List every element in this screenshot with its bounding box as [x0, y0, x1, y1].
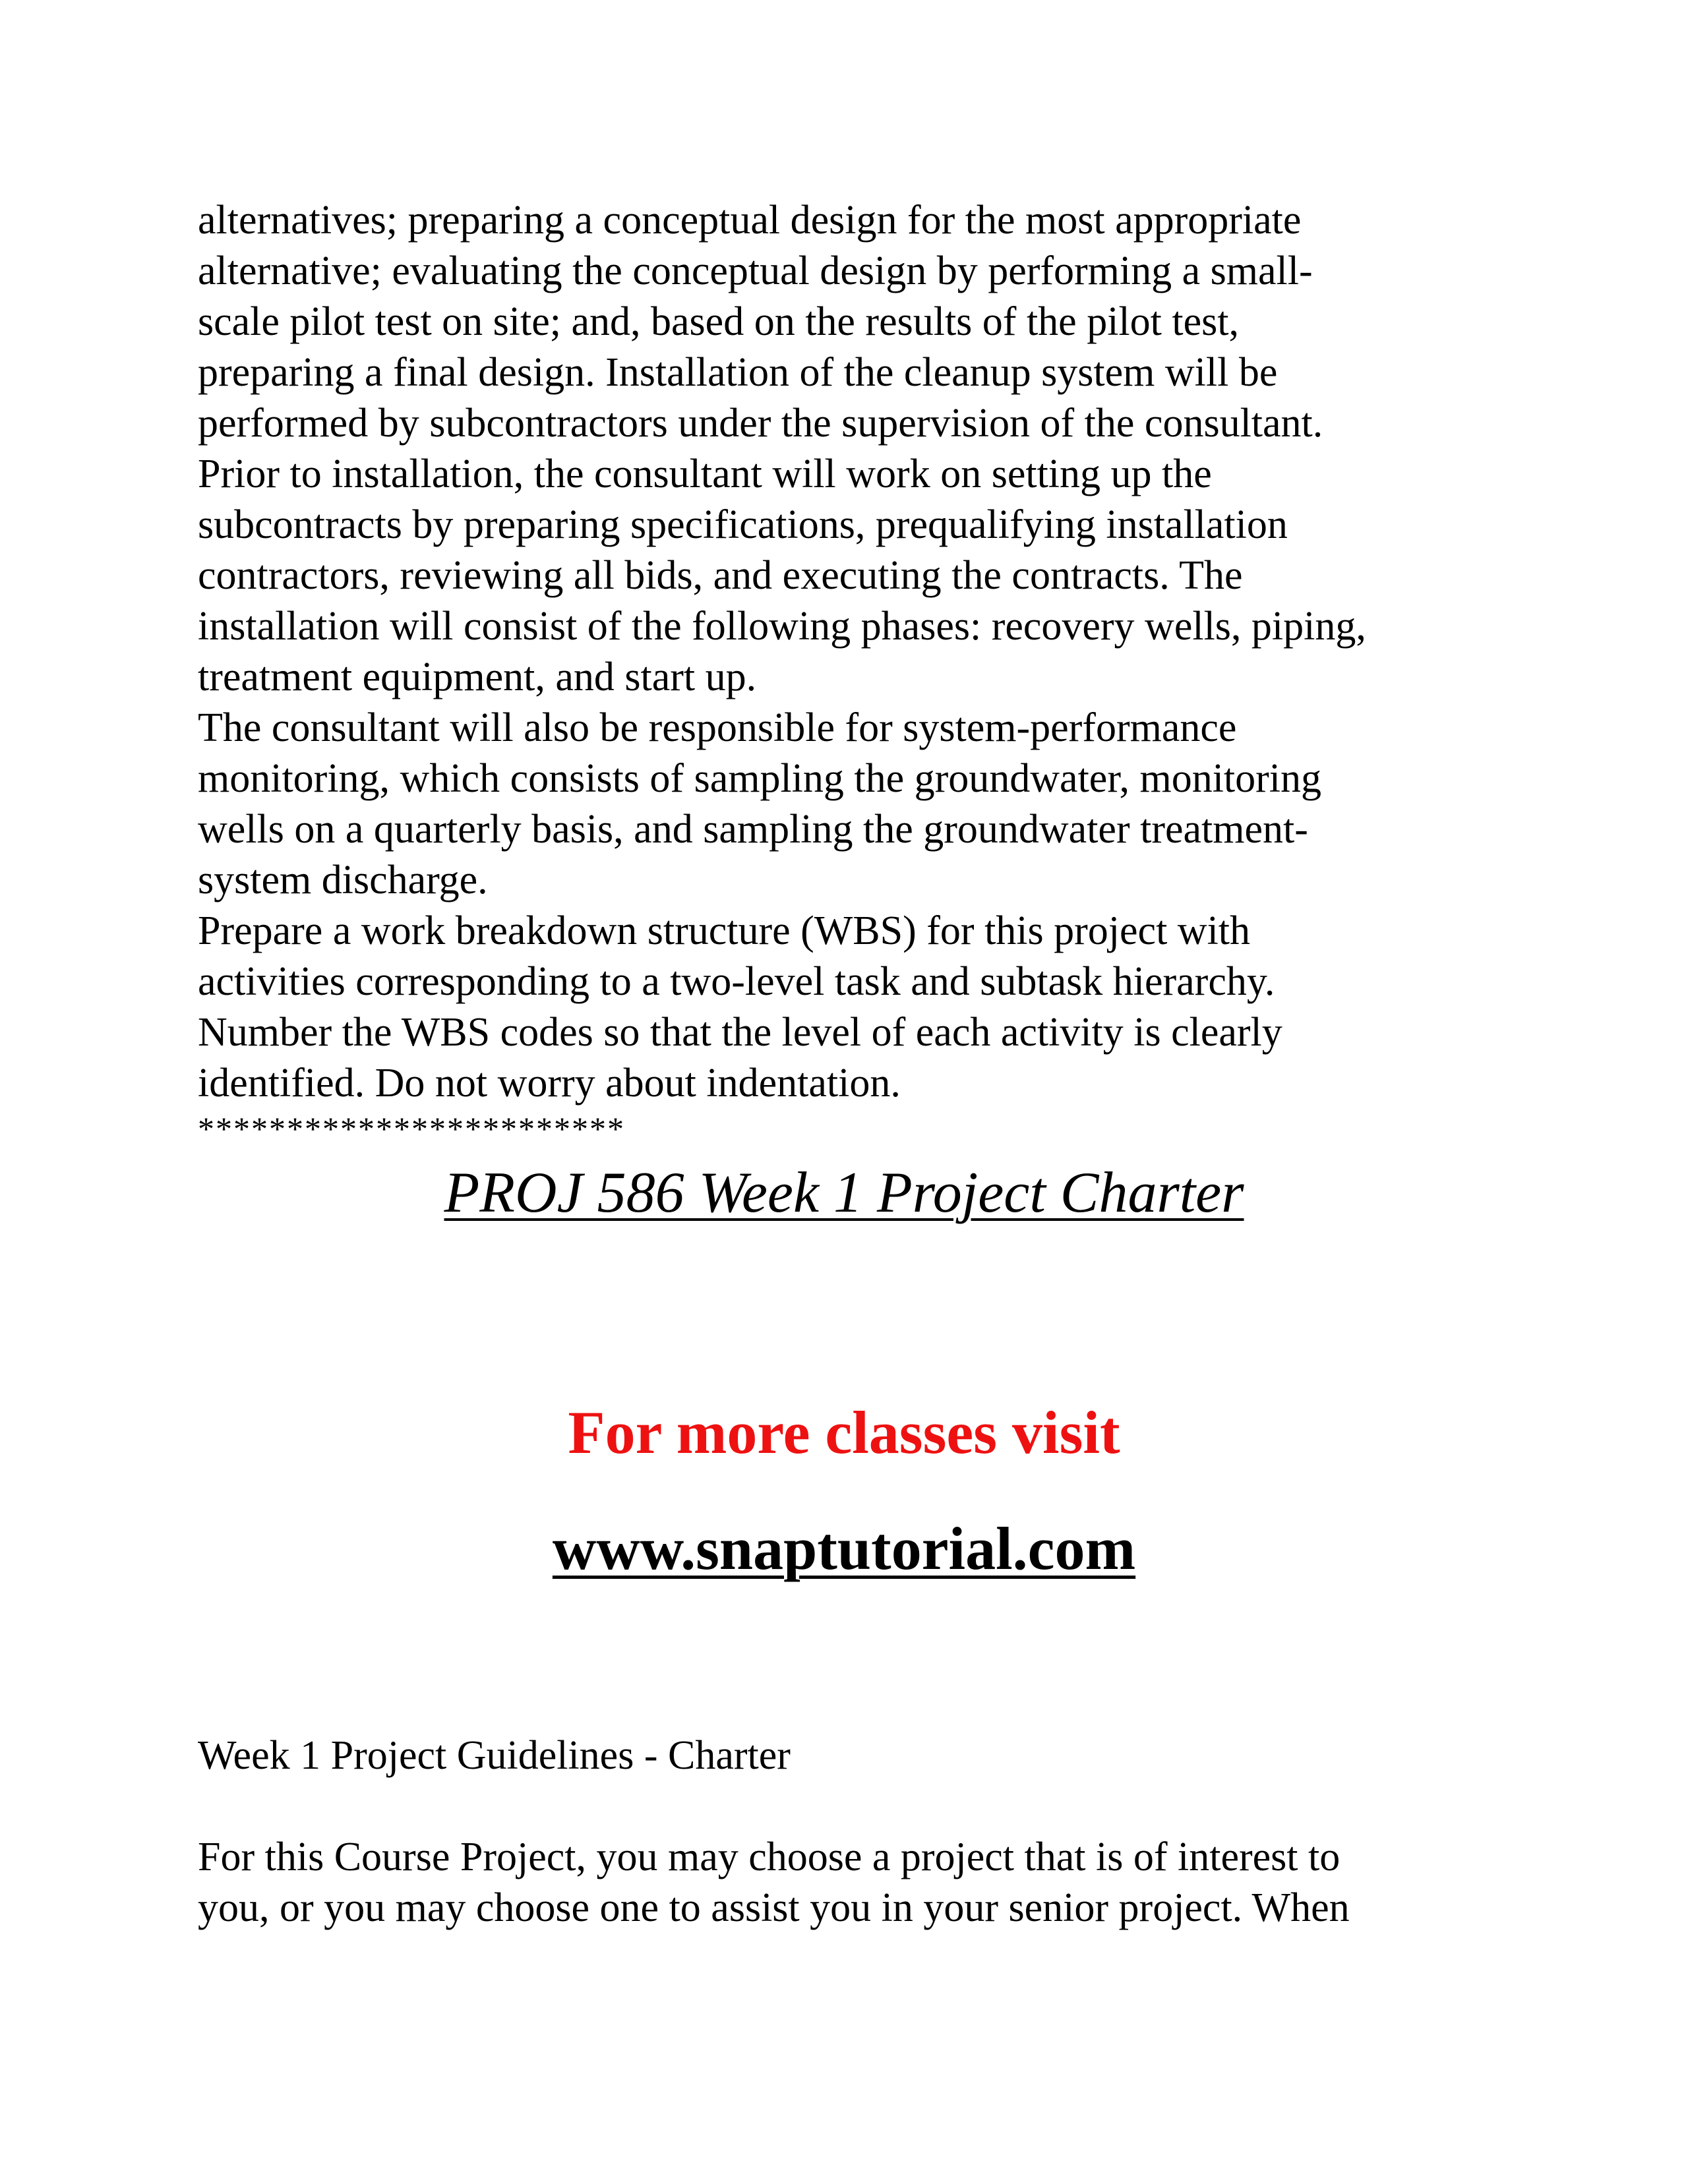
text-line: Prepare a work breakdown structure (WBS) for this project with — [198, 908, 1251, 953]
text-line: contractors, reviewing all bids, and executing the contracts. The — [198, 553, 1243, 598]
promo-link[interactable]: www.snaptutorial.com — [552, 1515, 1136, 1582]
paragraph-wbs-instructions — [198, 906, 1517, 1109]
text-line: Prior to installation, the consultant will work on setting up the — [198, 452, 1212, 496]
course-title: PROJ 586 Week 1 Project Charter — [444, 1161, 1244, 1225]
asterisk-separator: ************************ — [198, 1110, 625, 1147]
text-line: performed by subcontractors under the supervision of the consultant. — [198, 401, 1323, 446]
guidelines-heading: Week 1 Project Guidelines - Charter — [198, 1733, 791, 1778]
text-line: wells on a quarterly basis, and sampling the groundwater treatment- — [198, 807, 1308, 852]
text-line: preparing a final design. Installation of the cleanup system will be — [198, 350, 1278, 395]
text-line: identified. Do not worry about indentation. — [198, 1061, 901, 1106]
paragraph-gap — [198, 1781, 1517, 1832]
text-line: The consultant will also be responsible for system-performance — [198, 705, 1237, 750]
text-line: For this Course Project, you may choose a project that is of interest to — [198, 1835, 1341, 1879]
text-line: alternatives; preparing a conceptual design for the most appropriate — [198, 198, 1302, 243]
text-line: activities corresponding to a two-level task and subtask hierarchy. — [198, 959, 1275, 1004]
paragraph-course-project — [198, 1832, 1517, 1933]
text-line: you, or you may choose one to assist you in your senior project. When — [198, 1885, 1350, 1930]
text-line: system discharge. — [198, 858, 488, 902]
paragraph-project-scope — [198, 195, 1517, 703]
text-line: subcontracts by preparing specifications, prequalifying installation — [198, 502, 1288, 547]
promo-text: For more classes visit — [568, 1399, 1120, 1466]
text-line: alternative; evaluating the conceptual design by performing a small- — [198, 249, 1313, 293]
body-text — [198, 195, 1517, 1148]
text-line: Number the WBS codes so that the level of each activity is clearly — [198, 1010, 1282, 1055]
text-line: monitoring, which consists of sampling the groundwater, monitoring — [198, 756, 1322, 801]
guidelines-section — [198, 1730, 1517, 1933]
text-line: installation will consist of the following phases: recovery wells, piping, — [198, 604, 1366, 649]
text-line: scale pilot test on site; and, based on the results of the pilot test, — [198, 299, 1239, 344]
paragraph-monitoring — [198, 703, 1517, 906]
text-line: treatment equipment, and start up. — [198, 655, 757, 699]
